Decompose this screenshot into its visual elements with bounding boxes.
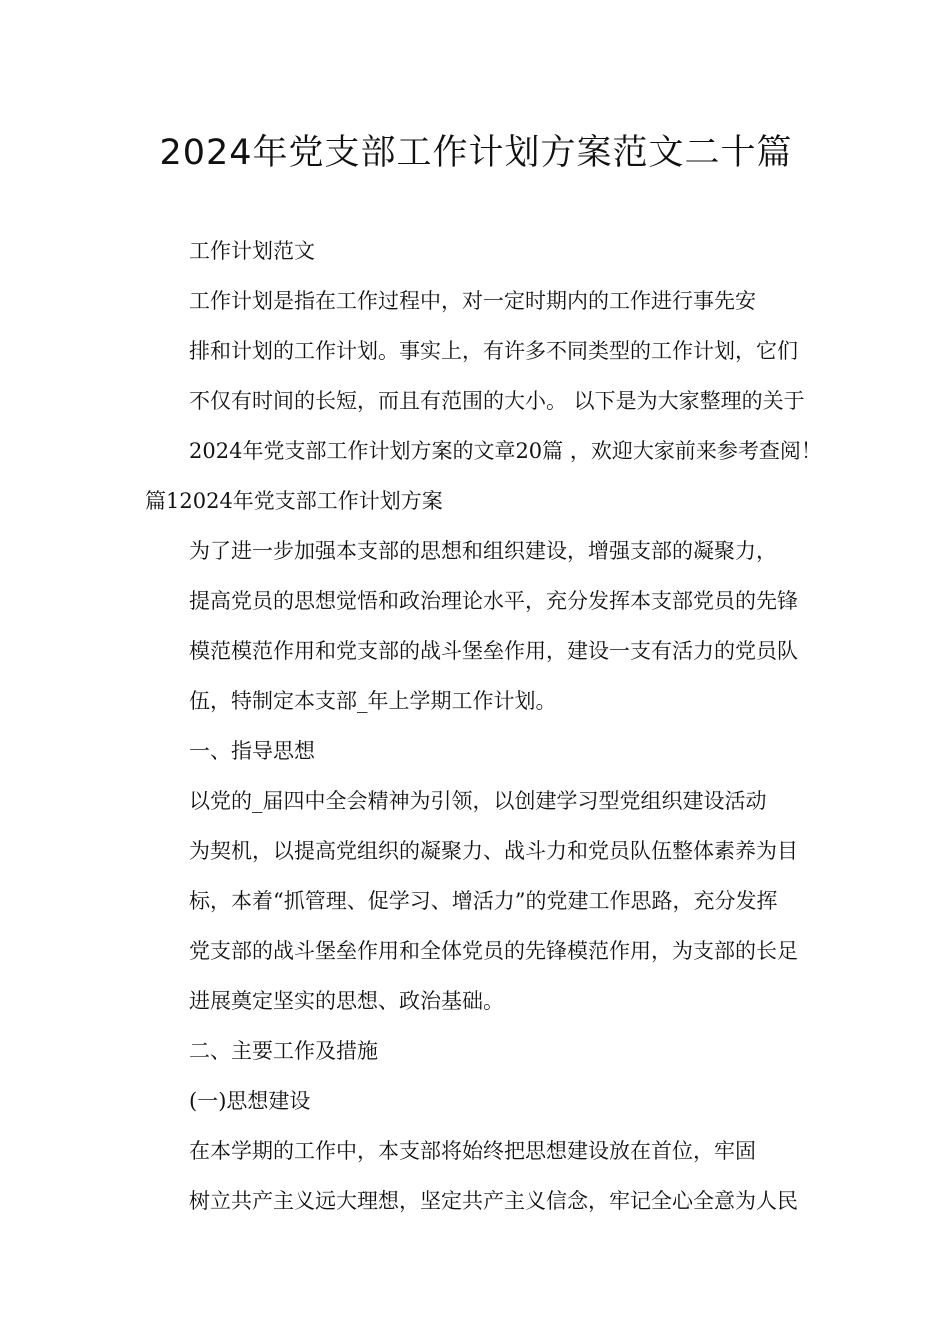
text-line: 以党的_届四中全会精神为引领，以创建学习型党组织建设活动 — [189, 789, 767, 813]
paragraph — [145, 776, 807, 1026]
text-line: 为契机，以提高党组织的凝聚力、战斗力和党员队伍整体素养为目 — [189, 839, 798, 863]
text-line: 二、主要工作及措施 — [189, 1039, 378, 1063]
document-title: 2024年党支部工作计划方案范文二十篇 — [159, 133, 793, 173]
text-line: 工作计划范文 — [189, 239, 315, 263]
text-line: 2024年党支部工作计划方案的文章20篇 ，欢迎大家前来参考查阅！ — [189, 439, 822, 463]
text-line: 工作计划是指在工作过程中，对一定时期内的工作进行事先安 — [189, 289, 756, 313]
text-line: 伍，特制定本支部_年上学期工作计划。 — [189, 689, 557, 713]
document-body — [145, 226, 822, 1226]
text-line: 为了进一步加强本支部的思想和组织建设，增强支部的凝聚力， — [189, 539, 777, 563]
text-line: 树立共产主义远大理想，坚定共产主义信念，牢记全心全意为人民 — [189, 1189, 798, 1213]
paragraph — [145, 1126, 807, 1226]
text-line: 在本学期的工作中，本支部将始终把思想建设放在首位，牢固 — [189, 1139, 756, 1163]
paragraph — [145, 1076, 807, 1126]
text-line: 排和计划的工作计划。事实上，有许多不同类型的工作计划，它们 — [189, 339, 798, 363]
paragraph — [145, 1026, 807, 1076]
text-line: 进展奠定坚实的思想、政治基础。 — [189, 989, 504, 1013]
paragraph — [145, 276, 822, 476]
text-line: 提高党员的思想觉悟和政治理论水平，充分发挥本支部党员的先锋 — [189, 589, 798, 613]
text-line: 篇12024年党支部工作计划方案 — [145, 489, 443, 513]
text-line: 一、指导思想 — [189, 739, 315, 763]
text-line: 模范模范作用和党支部的战斗堡垒作用，建设一支有活力的党员队 — [189, 639, 798, 663]
paragraph — [145, 226, 807, 276]
text-line: 标，本着“抓管理、促学习、增活力”的党建工作思路，充分发挥 — [189, 889, 778, 913]
text-line: 党支部的战斗堡垒作用和全体党员的先锋模范作用，为支部的长足 — [189, 939, 798, 963]
paragraph — [145, 476, 807, 526]
text-line: (一)思想建设 — [189, 1089, 311, 1113]
text-line: 不仅有时间的长短，而且有范围的大小。 以下是为大家整理的关于 — [189, 389, 805, 413]
paragraph — [145, 726, 807, 776]
paragraph — [145, 526, 807, 726]
